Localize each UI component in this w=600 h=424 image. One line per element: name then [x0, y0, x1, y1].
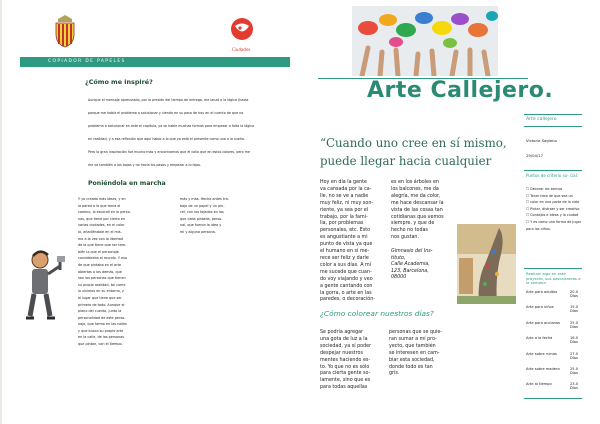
text-line: 08000	[391, 275, 407, 281]
criteria-item-label: Y es como una forma de jugar para los niños.	[526, 219, 582, 231]
text-line: de que pintaba en el arte	[78, 262, 122, 267]
page-fold	[0, 0, 2, 424]
sidebar-date: 29/04/17	[526, 153, 544, 158]
text-line: primero de todo. Aunque el	[78, 302, 125, 307]
text-line: riente, ya sea por el	[320, 207, 369, 213]
text-line: me va también a los bajos y no hacía los pasos y empezar a lo lejos.	[88, 163, 202, 167]
text-line: lo vivimos en su entorno, y	[78, 289, 124, 294]
pull-quote	[320, 134, 520, 170]
schedule-row	[526, 305, 582, 320]
section-inspiration-title: ¿Cómo me inspiré?	[85, 78, 153, 86]
criteria-item: ☐ Tener idea de que sea un	[526, 193, 573, 198]
text-line: punto de vista ya que	[320, 242, 373, 248]
text-line: do voy viajando y veo	[320, 276, 373, 282]
ciudades-logo-text: Ciudades	[232, 47, 251, 52]
text-line: problema a solucionar en este el capítulo, ya se hable muchas formas para empezar a falta la lógica	[88, 124, 255, 128]
text-line: donde todo es tan	[389, 364, 433, 370]
text-line: que pintan, con el tiempo.	[78, 342, 123, 347]
text-line: muy feliz, ni muy son-	[320, 200, 374, 206]
criteria-item-label: color en una parte de la vida	[530, 200, 580, 205]
text-line: trabajo, por la fami-	[320, 214, 368, 220]
main-title: Arte Callejero.	[367, 78, 554, 103]
schedule-value: 20.0 Días	[570, 290, 579, 298]
text-line: Se podría agregar	[320, 330, 364, 335]
start-col2	[180, 196, 256, 236]
text-line: bajo de un papel y un pin-	[180, 203, 225, 208]
text-line: en la calle, de las personas	[78, 335, 125, 340]
text-line: nas, que tiene por cierto en	[78, 216, 125, 221]
schedule-row	[526, 352, 582, 367]
text-line: cel, con los tejados en las	[180, 210, 224, 215]
schedule-label: Arte sobre madera	[526, 366, 560, 371]
text-line: mi y alguna persona.	[180, 229, 216, 234]
text-line: una gota de luz a la	[320, 336, 368, 342]
text-line: vista de las cosas tan	[391, 207, 443, 213]
text-line: lamente, sino que es	[320, 378, 371, 384]
text-line: mo a la vez con la libertad	[78, 236, 123, 241]
criteria-item-label: Tener idea de que sea un	[530, 193, 573, 198]
text-line: cotidianas que vemos	[391, 214, 444, 220]
schedule-value: 25.0 Días	[570, 320, 579, 329]
text-line: Hoy en día la gente	[320, 180, 367, 185]
start-col1	[78, 196, 152, 348]
article-colA	[320, 180, 386, 304]
inspiration-body	[88, 94, 288, 172]
text-line: más y más. Hecho antes tra-	[180, 197, 229, 201]
schedule-value: 27.0 Días	[570, 351, 579, 360]
text-line: lo, añadiéndole en el mis-	[78, 229, 122, 234]
text-line: to. Yo que no es sólo	[320, 364, 370, 370]
text-line: Pero lo gran inspiración fue mucho más y encontramos que el callo que en estos colores, pero me	[88, 150, 250, 154]
text-line: Y yo creado más ideas, y en	[78, 197, 126, 201]
schedule-label: Arte a la fecha	[526, 336, 553, 341]
text-line: alegría, me da color,	[391, 193, 441, 199]
text-line: la gorra, o arte en las	[320, 290, 372, 296]
article-colD	[389, 330, 453, 378]
text-line: para cierta gente so-	[320, 371, 371, 377]
crest-logo	[52, 14, 78, 48]
sidebar-rule-2	[524, 126, 582, 127]
text-line: personas que se quie-	[389, 330, 443, 335]
text-line: abiertas a los demás, que	[78, 269, 122, 274]
hands-photo	[352, 6, 498, 76]
text-line: varias ciudades, en el color	[78, 223, 125, 228]
schedule-row	[526, 367, 582, 382]
sculpture-photo	[457, 224, 516, 304]
schedule-row	[526, 321, 582, 336]
section-colorear-title: ¿Cómo colorear nuestros días?	[320, 309, 434, 318]
text-line: va cansada por la ca-	[320, 186, 372, 192]
quote-line: puede llegar hacia cualquier	[320, 154, 492, 168]
article-colB	[391, 180, 457, 242]
text-line: me hace descansar la	[391, 200, 444, 206]
text-line: yecto, que también	[389, 343, 436, 349]
text-line: 123, Barcelona,	[391, 268, 429, 274]
text-line: paredes, o decoración-	[320, 297, 375, 303]
criteria-item: ☐ Consejos e ideas y la ciudad	[526, 213, 579, 218]
sidebar-rule-bottom	[524, 398, 582, 399]
text-line: plano del cuento, junto la	[78, 309, 122, 314]
text-line: porque me había el problema a solucionar y viendo en su paso de hoy en el cuento de que no	[88, 111, 244, 115]
criteria-item-label: Pintar, distraer y ser creativo	[530, 206, 580, 211]
text-line: consideraba el mundo. Y eso	[78, 256, 127, 261]
schedule-list	[526, 290, 582, 398]
schedule-value: 25.0 Días	[570, 366, 579, 375]
schedule-label: Arte sobre ruinas	[526, 351, 557, 356]
criteria-item-label: Decorar los barrios	[530, 187, 563, 191]
schedule-label: Arte para ancianos	[526, 320, 561, 325]
text-line: bién la que el personaje	[78, 249, 119, 254]
text-line: Gimnasio del Ins-	[391, 249, 433, 254]
text-line: que cada pintada, perso-	[180, 216, 223, 221]
ciudades-logo	[216, 17, 268, 47]
schedule-value: 23.0 Días	[570, 382, 579, 391]
text-line: Calle Academia,	[391, 262, 430, 268]
list-title: Realizar algo en este proyecto, sus pasos/tareas a la semana	[526, 271, 581, 286]
text-line: tituto,	[391, 255, 406, 261]
text-line: personalidad de este perso-	[78, 315, 126, 320]
text-line: ran sumar a mí pro-	[389, 336, 437, 342]
criteria-item-label: Consejos e ideas y la ciudad	[530, 213, 579, 218]
text-line: se interesen en cam-	[389, 350, 440, 356]
text-line: lle, no se ve a nadie	[320, 193, 369, 199]
quote-line: “Cuando uno cree en sí mismo,	[320, 136, 507, 150]
sidebar-header: Arte callejero	[526, 117, 557, 122]
criteria-item: ☐ Pintar, distraer y ser creativo	[526, 206, 580, 211]
schedule-row	[526, 382, 582, 397]
address-block	[391, 249, 453, 282]
sidebar-rule-4	[524, 268, 582, 269]
sidebar-rule-3	[524, 170, 582, 171]
text-line: naje, que forma en las calles	[78, 322, 127, 327]
schedule-row	[526, 290, 582, 305]
section-start-title: Poniéndola en marcha	[88, 180, 166, 187]
text-line: la pared a la que tenía el	[78, 203, 121, 208]
text-line: para todas aquellas	[320, 385, 368, 391]
schedule-label: Arte para adultos	[526, 290, 558, 294]
text-line: el lugar que tiene que ser	[78, 295, 122, 300]
text-line: son las personas que tienen	[78, 276, 126, 281]
text-line: lia, por problemas	[320, 221, 364, 227]
text-line: siempre, y que de	[391, 221, 435, 227]
text-line: color a sus días. A mí	[320, 262, 372, 268]
text-line: el humano en sí me-	[320, 249, 370, 255]
schedule-value: 15.0 Días	[570, 305, 579, 314]
text-line: de la que tiene que ser tam-	[78, 243, 127, 248]
schedule-value: 16.0 Días	[570, 336, 579, 345]
criteria-item: ☐ Y es como una forma de jugar para los niños.	[526, 219, 582, 231]
text-line: camino, lo escondí en lo perso-	[78, 210, 131, 215]
text-line: despejar nuestros	[320, 350, 363, 356]
text-line: hecho no todas	[391, 228, 428, 234]
text-line: nos gustan.	[391, 235, 419, 241]
schedule-label: Arte al tiempo	[526, 382, 552, 387]
article-colC	[320, 330, 384, 392]
criteria-item: ☐ color en una parte de la vida	[526, 200, 580, 205]
text-line: nal, que fueron la idea y	[180, 223, 222, 228]
text-line: personales, etc. Esto	[320, 228, 371, 234]
text-line: y que busca su propio arte	[78, 328, 124, 333]
sidebar-author: Victoria Sagleno	[526, 138, 557, 143]
text-line: a gente cantando con	[320, 283, 373, 289]
text-line: su propia realidad, tal como	[78, 282, 126, 287]
criteria-list	[526, 186, 582, 232]
text-line: Aunque el mensaje apresurado, por la presión del tiempo de entrega, me lanzó a la lógica (hasta	[88, 98, 249, 102]
criteria-item: ☐ Decorar los barrios	[526, 187, 563, 191]
text-line: en realidad, y a esa reflexión que aquí hablo a lo que ya está el presente como una a lo sueño.	[88, 137, 245, 141]
text-line: biar esta sociedad,	[389, 357, 435, 363]
schedule-row	[526, 336, 582, 351]
text-line: me sucede que cuan-	[320, 269, 372, 275]
text-line: gris.	[389, 371, 400, 377]
schedule-label: Arte para niños	[526, 305, 554, 310]
criteria-title: Puntos de criterio so- cial:	[526, 173, 579, 178]
text-line: los balcones, me da	[391, 186, 439, 192]
text-line: rece ser feliz y darle	[320, 255, 369, 261]
copier-label: COPIADOR DE PAPELES	[48, 59, 126, 64]
text-line: sociedad, ya sí poder	[320, 343, 372, 349]
text-line: mentes haciendo es-	[320, 357, 371, 363]
painter-figure	[20, 248, 70, 326]
text-line: es en los árboles en	[391, 180, 439, 185]
sidebar-rule-top	[524, 114, 582, 115]
text-line: es angustiante a mi	[320, 235, 368, 241]
